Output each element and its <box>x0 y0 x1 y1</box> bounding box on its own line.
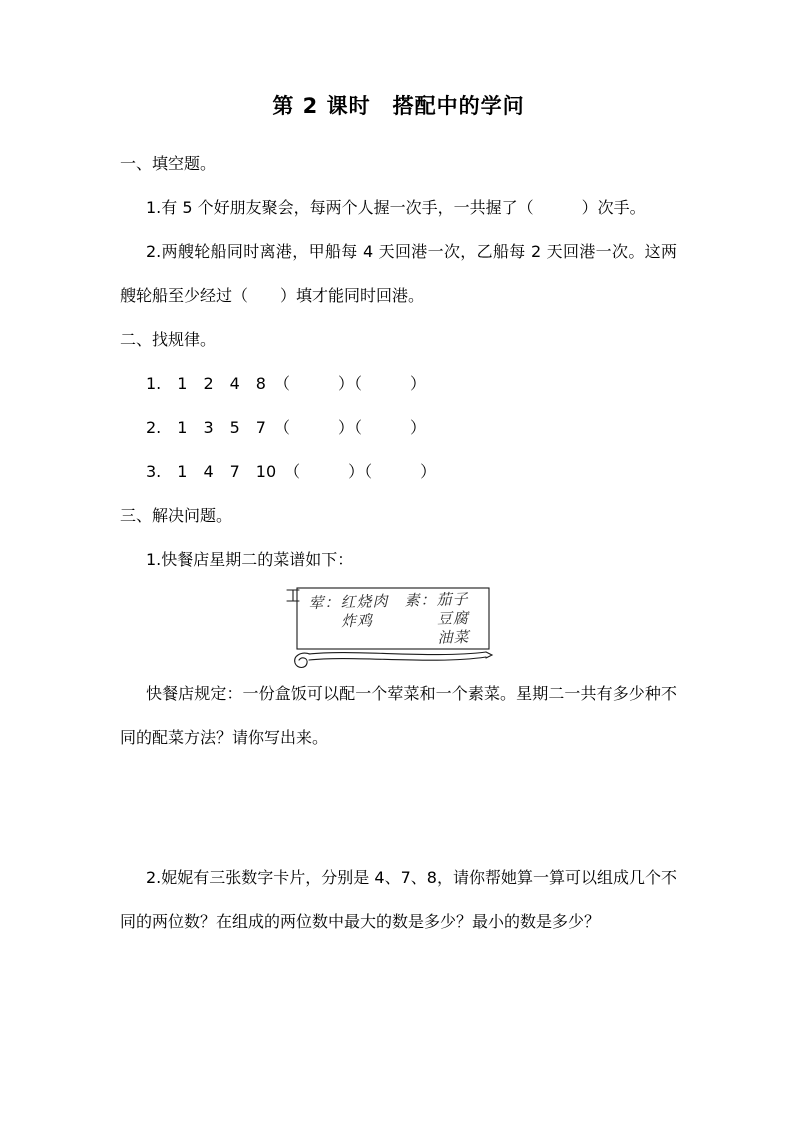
section-1-question-2: 2.两艘轮船同时离港，甲船每 4 天回港一次，乙船每 2 天回港一次。这两艘轮船至少经过（ ）填才能同时回港。 <box>120 242 677 305</box>
section-find-pattern <box>120 318 677 494</box>
pattern-row-2: 2. 1 3 5 7 （ ）（ ） <box>146 418 426 437</box>
menu-line-1: 荤：红烧肉 素：茄子 <box>307 589 469 613</box>
menu-box <box>283 585 495 669</box>
section-1-heading: 一、填空题。 <box>120 154 217 173</box>
section-solve-problems <box>120 494 677 944</box>
section-3-question-1-body: 快餐店规定：一份盒饭可以配一个荤菜和一个素菜。星期二一共有多少种不同的配菜方法？请你写出来。 <box>120 684 677 747</box>
section-3-heading: 三、解决问题。 <box>120 506 233 525</box>
menu-figure <box>120 585 657 669</box>
menu-line-3: 油菜 <box>308 627 470 651</box>
menu-text <box>308 590 469 651</box>
section-2-heading: 二、找规律。 <box>120 330 217 349</box>
page-title: 第 2 课时 搭配中的学问 <box>272 94 525 118</box>
pattern-row-1: 1. 1 2 4 8 （ ）（ ） <box>146 374 426 393</box>
menu-line-2: 炸鸡 豆腐 <box>308 608 469 632</box>
section-3-question-2: 2.妮妮有三张数字卡片，分别是 4、7、8，请你帮她算一算可以组成几个不同的两位数？在组成的两位数中最大的数是多少？最小的数是多少？ <box>120 868 677 931</box>
section-1-question-1: 1.有 5 个好朋友聚会，每两个人握一次手，一共握了（ ）次手。 <box>146 198 646 217</box>
section-fill-blanks <box>120 142 677 318</box>
pattern-row-3: 3. 1 4 7 10 （ ）（ ） <box>146 462 437 481</box>
section-3-question-1-intro: 1.快餐店星期二的菜谱如下： <box>146 550 354 569</box>
